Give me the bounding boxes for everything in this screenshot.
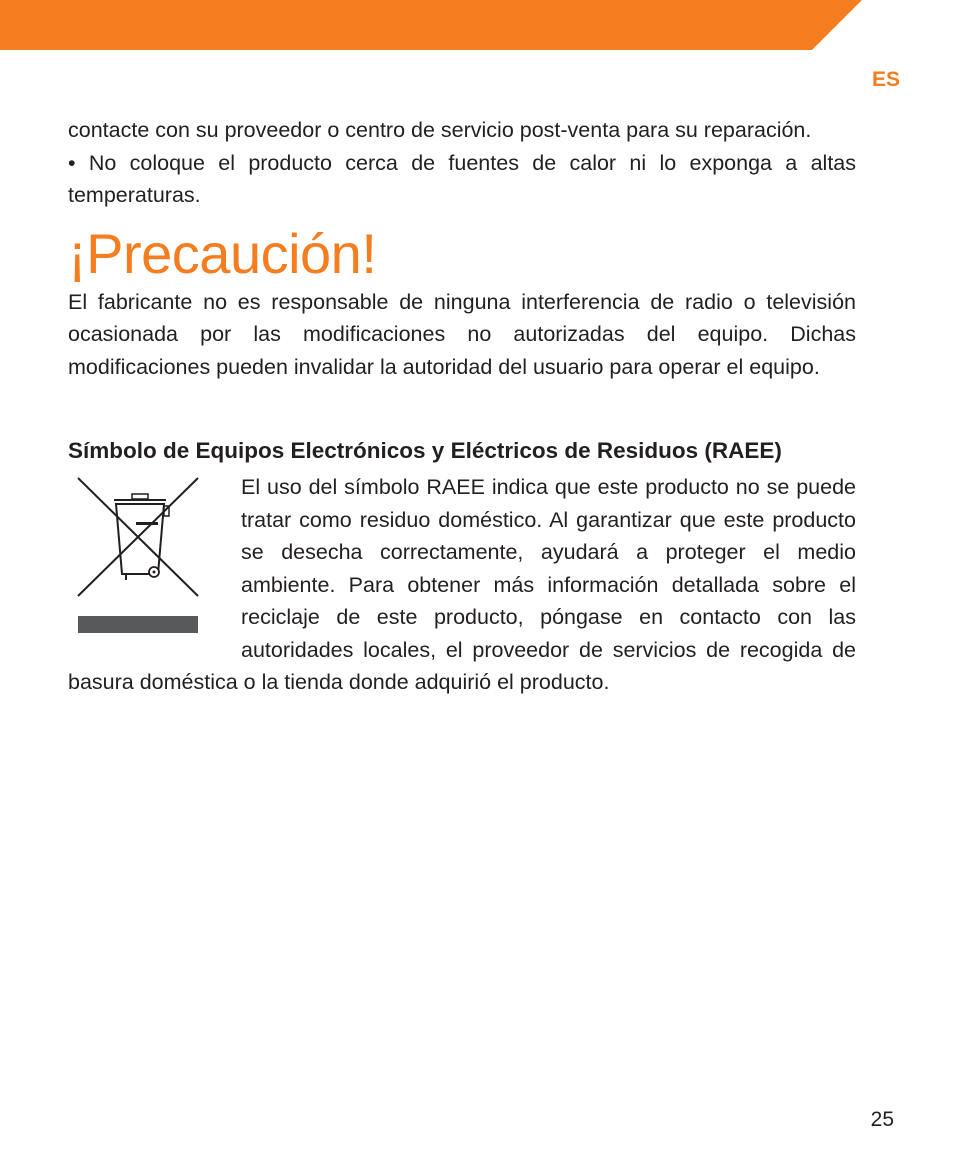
crossed-out-wheelie-bin-icon	[74, 474, 206, 642]
caution-paragraph: El fabricante no es responsable de ninguna interferencia de radio o televisión ocasionada por las modificaciones no autorizadas del equipo. Dichas modificaciones pueden invalidar la autoridad del usuario para operar el equipo.	[68, 289, 856, 379]
weee-section	[68, 471, 856, 699]
page-number: 25	[870, 1108, 894, 1131]
intro-paragraph: contacte con su proveedor o centro de servicio post-venta para su reparación.	[68, 118, 812, 142]
page-content	[68, 114, 856, 699]
weee-heading: Símbolo de Equipos Electrónicos y Eléctricos de Residuos (RAEE)	[68, 438, 782, 463]
header-accent-bar	[0, 0, 954, 50]
caution-heading: ¡Precaución!	[68, 221, 377, 285]
weee-paragraph: El uso del símbolo RAEE indica que este producto no se puede tratar como residuo doméstico. Al garantizar que este producto se desecha correctamente, ayudará a proteger el medio ambiente. Para obtener más información detallada sobre el reciclaje de este producto, póngase en contacto con las autoridades locales, el proveedor de servicios de recogida de basura doméstica o la tienda donde adquirió el producto.	[68, 475, 856, 694]
heat-warning-bullet: • No coloque el producto cerca de fuentes de calor ni lo exponga a altas temperaturas.	[68, 150, 856, 207]
language-tag: ES	[871, 68, 900, 91]
